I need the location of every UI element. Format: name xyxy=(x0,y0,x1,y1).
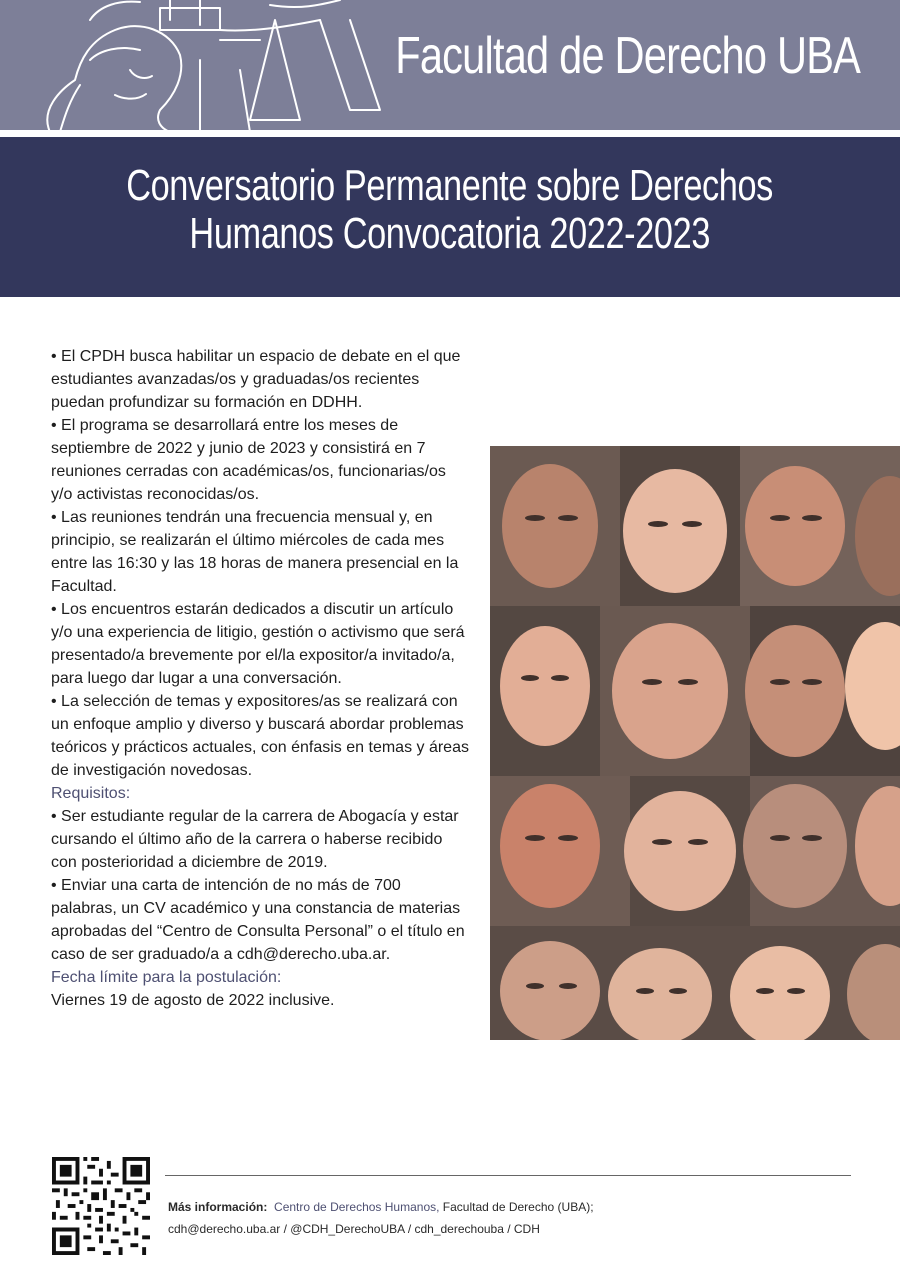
footer-divider xyxy=(165,1175,851,1176)
footer-label: Más información: xyxy=(168,1200,268,1214)
footer-info-line xyxy=(168,1196,594,1218)
bullet-item: • El programa se desarrollará entre los meses de septiembre de 2022 y junio de 2023 y consistirá en 7 reuniones cerradas con académicas/os, funcionarias/os y/o activistas reconocidas/os. xyxy=(51,417,446,503)
bullet-item: • Las reuniones tendrán una frecuencia mensual y, en principio, se realizarán el último miércoles de cada mes entre las 16:30 y las 18 horas de manera presencial en la Facultad. xyxy=(51,509,459,595)
faculty-title: Facultad de Derecho UBA xyxy=(395,27,860,85)
requirement-item: • Ser estudiante regular de la carrera de Abogacía y estar cursando el último año de la carrera o haberse recibido con posterioridad a diciembre de 2019. xyxy=(51,808,459,871)
faces-illustration xyxy=(490,446,900,1040)
page-title-line-2: Humanos Convocatoria 2022-2023 xyxy=(189,209,711,258)
deadline-text: Viernes 19 de agosto de 2022 inclusive. xyxy=(51,992,335,1009)
requirements-heading: Requisitos: xyxy=(51,785,131,802)
bullet-item: • El CPDH busca habilitar un espacio de debate en el que estudiantes avanzadas/os y graduadas/os recientes puedan profundizar su formación en DDHH. xyxy=(51,348,461,411)
page-title-line-1: Conversatorio Permanente sobre Derechos xyxy=(126,161,774,210)
requirement-item: • Enviar una carta de intención de no más de 700 palabras, un CV académico y una constancia de materias aprobadas del “Centro de Consulta Personal” o el título en caso de ser graduado/a a cdh@derecho.uba.ar. xyxy=(51,877,465,963)
footer-org: Centro de Derechos Humanos, xyxy=(274,1200,440,1214)
footer-org-faculty: Facultad de Derecho (UBA); xyxy=(442,1200,594,1214)
body-content xyxy=(51,345,471,1012)
bullet-item: • Los encuentros estarán dedicados a discutir un artículo y/o una experiencia de litigio, gestión o activismo que será presentado/a brevemente por el/la expositor/a invitado/a, para luego dar lugar a una conversación. xyxy=(51,601,465,687)
justice-scales-sketch xyxy=(20,0,420,132)
qr-code-icon xyxy=(52,1157,150,1255)
bullet-item: • La selección de temas y expositores/as se realizará con un enfoque amplio y diverso y buscará abordar problemas teóricos y prácticos actuales, con énfasis en temas y áreas de investigación novedosas. xyxy=(51,693,469,779)
page-title xyxy=(0,162,900,258)
footer xyxy=(168,1196,594,1240)
deadline-heading: Fecha límite para la postulación: xyxy=(51,969,282,986)
footer-contacts: cdh@derecho.uba.ar / @CDH_DerechoUBA / cdh_derechouba / CDH xyxy=(168,1222,540,1236)
